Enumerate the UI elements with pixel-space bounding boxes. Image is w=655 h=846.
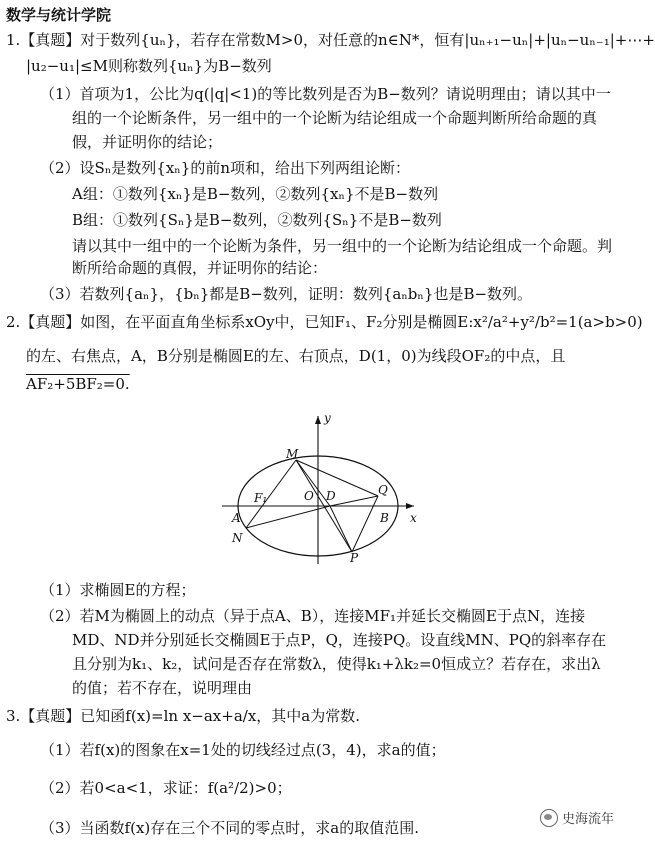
problem-2-line: （1）求椭圆E的方程； — [40, 581, 196, 599]
problem-1-line: （2）设Sₙ是数列{xₙ}的前n项和，给出下列两组论断： — [40, 159, 411, 177]
label-N: N — [232, 531, 243, 545]
problem-2-line: （2）若M为椭圆上的动点（异于点A、B），连接MF₁并延长交椭圆E于点N，连接 — [40, 607, 586, 625]
label-D: D — [326, 489, 336, 503]
problem-1-line: （1）首项为1，公比为q(|q|<1)的等比数列是否为B−数列？请说明理由；请以其中一 — [40, 85, 611, 103]
problem-1-line: （3）若数列{aₙ}，{bₙ}都是B−数列，证明：数列{aₙbₙ}也是B−数列。 — [40, 285, 533, 303]
segment-DP — [330, 506, 352, 552]
label-y: y — [324, 411, 331, 425]
watermark — [540, 808, 614, 827]
problem-2-line: MD、ND并分别延长交椭圆E于点P，Q，连接PQ。设直线MN、PQ的斜率存在 — [72, 631, 607, 649]
x-axis-arrow — [406, 503, 414, 509]
problem-2-line: 且分别为k₁、k₂，试问是否存在常数λ，使得k₁+λk₂=0恒成立？若存在，求出λ — [72, 655, 601, 673]
label-A: A — [232, 511, 241, 525]
problem-1-line: |u₂−u₁|≤M则称数列{uₙ}为B−数列 — [26, 57, 272, 75]
page-header: 数学与统计学院 — [6, 6, 112, 24]
wechat-icon — [540, 809, 558, 827]
problem-3-line: 3.【真题】已知函f(x)=ln x−ax+a/x，其中a为常数. — [6, 707, 360, 725]
problem-1-line: 组的一个论断条件，另一组中的一个论断为结论组成一个命题判断所给命题的真 — [72, 109, 598, 127]
ellipse-diagram — [218, 408, 428, 568]
problem-2-line: 2.【真题】如图，在平面直角坐标系xOy中，已知F₁、F₂分别是椭圆E:x²/a²+y²/b²=1(a>b>0) — [6, 313, 643, 331]
problem-3-line: （2）若0<a<1，求证：f(a²/2)>0； — [40, 779, 292, 797]
problem-3-line: （1）若f(x)的图象在x=1处的切线经过点(3，4)，求a的值； — [40, 741, 446, 759]
segment-PQ — [352, 496, 378, 552]
label-O: O — [304, 489, 314, 503]
problem-1-line: B组：①数列{Sₙ}是B−数列，②数列{Sₙ}不是B−数列 — [72, 211, 442, 229]
label-B: B — [380, 511, 389, 525]
label-M: M — [286, 447, 299, 461]
problem-2-line: 的左、右焦点，A，B分别是椭圆E的左、右顶点，D(1，0)为线段OF₂的中点，且 — [26, 347, 566, 365]
problem-1-line: 断所给命题的真假，并证明你的结论： — [72, 259, 328, 277]
problem-2-line: 的值；若不存在，说明理由 — [72, 679, 253, 697]
label-P: P — [350, 551, 359, 565]
problem-1-line: 1.【真题】对于数列{uₙ}，若存在常数M>0，对任意的n∈N*，恒有|uₙ₊₁−uₙ|+|uₙ−uₙ₋₁|+⋯+ — [6, 31, 655, 49]
segment-DQ — [330, 496, 378, 506]
label-Q: Q — [378, 483, 388, 497]
label-F1: F₁ — [254, 491, 268, 505]
y-axis-arrow — [315, 416, 321, 424]
problem-1-line: 请以其中一组中的一个论断为条件，另一组中的一个论断为结论组成一个命题。判 — [72, 237, 613, 255]
problem-2-line: AF₂+5BF₂=0. — [26, 375, 130, 393]
segment-ND — [246, 506, 330, 528]
problem-1-line: A组：①数列{xₙ}是B−数列，②数列{xₙ}不是B−数列 — [72, 185, 439, 203]
watermark-text: 史海流年 — [562, 812, 615, 827]
problem-1-line: 假，并证明你的结论； — [72, 133, 223, 151]
problem-3-line: （3）当函数f(x)存在三个不同的零点时，求a的取值范围. — [40, 819, 419, 837]
label-x: x — [410, 511, 417, 525]
